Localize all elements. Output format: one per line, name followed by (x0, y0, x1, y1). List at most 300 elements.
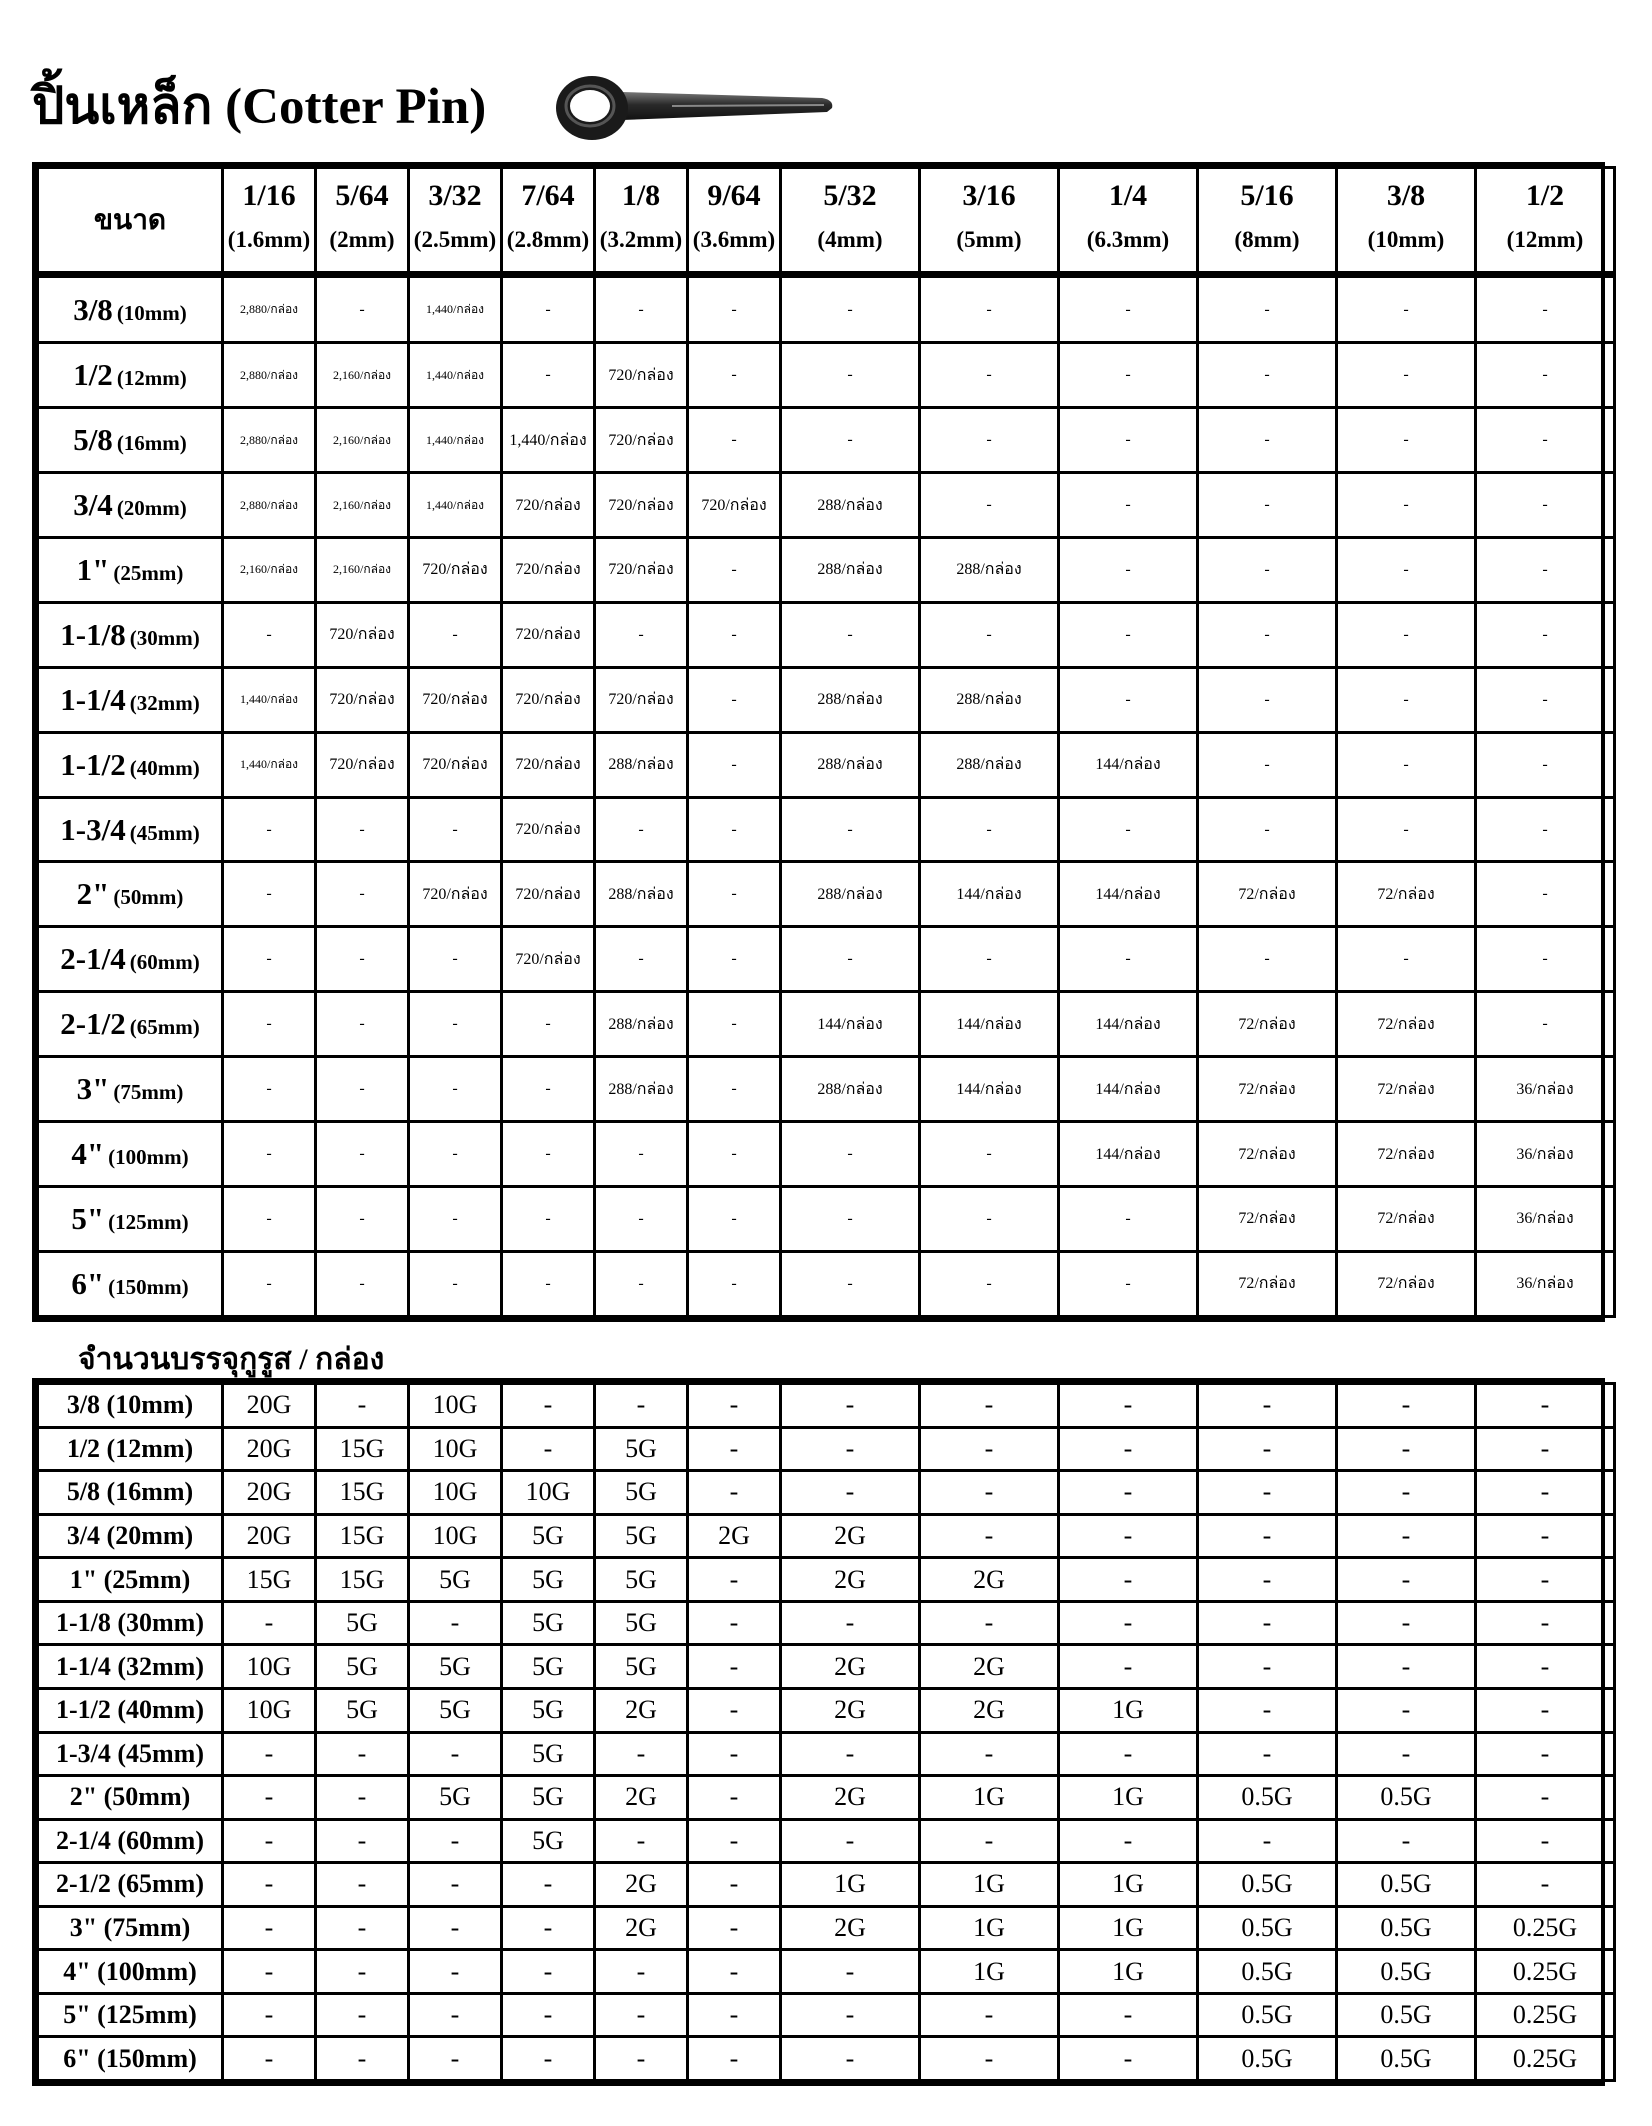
length-inch: 2-1/4 (60, 941, 126, 977)
table-cell: - (316, 2037, 409, 2081)
table-cell: - (781, 1601, 920, 1645)
table-cell: - (1476, 1645, 1615, 1689)
table-cell: 72/กล่อง (1337, 1057, 1476, 1122)
table-cell: - (781, 1122, 920, 1187)
table-cell: - (595, 797, 688, 862)
table-cell: - (502, 1251, 595, 1316)
table-cell: - (316, 1776, 409, 1820)
table-cell: 2,880/กล่อง (223, 343, 316, 408)
table-row (38, 1819, 1615, 1863)
table-cell: - (1059, 1558, 1198, 1602)
table-cell: 0.25G (1476, 2037, 1615, 2081)
table-cell: 72/กล่อง (1198, 1122, 1337, 1187)
diameter-mm: (6.3mm) (1086, 227, 1170, 252)
length-inch: 1" (76, 551, 110, 587)
length-label (38, 1187, 223, 1252)
table-cell: - (1059, 1384, 1198, 1428)
table-cell: 144/กล่อง (1059, 1057, 1198, 1122)
table-row (38, 1732, 1615, 1776)
table-cell: 2G (781, 1558, 920, 1602)
table-cell: - (688, 927, 781, 992)
length-mm: (16mm) (116, 431, 187, 456)
table-cell: 2,880/กล่อง (223, 473, 316, 538)
table-cell: 0.5G (1337, 1863, 1476, 1907)
table-cell: 288/กล่อง (781, 667, 920, 732)
table-row (38, 1251, 1615, 1316)
table-cell: 72/กล่อง (1198, 1057, 1337, 1122)
table-cell: - (409, 797, 502, 862)
table-cell: - (688, 797, 781, 862)
table-cell: - (1476, 732, 1615, 797)
length-inch: 4" (71, 1136, 105, 1172)
table-cell: 15G (316, 1427, 409, 1471)
length-label: 4" (100mm) (38, 1950, 223, 1994)
table-cell: - (409, 1122, 502, 1187)
table-cell: - (1059, 1645, 1198, 1689)
table-cell: - (1198, 537, 1337, 602)
table-cell: - (316, 1187, 409, 1252)
table-cell: - (688, 1819, 781, 1863)
table-cell: 5G (595, 1471, 688, 1515)
column-header (1198, 168, 1337, 275)
table-cell: - (1059, 1187, 1198, 1252)
table-cell: - (920, 602, 1059, 667)
length-label: 2-1/4 (60mm) (38, 1819, 223, 1863)
table-cell: 0.5G (1337, 1776, 1476, 1820)
table-cell: - (223, 992, 316, 1057)
table-cell: - (409, 1906, 502, 1950)
table-cell: - (1198, 473, 1337, 538)
table-cell: 2G (595, 1776, 688, 1820)
table-cell: - (1337, 1819, 1476, 1863)
column-header (409, 168, 502, 275)
table-cell: 5G (595, 1645, 688, 1689)
length-mm: (50mm) (113, 885, 184, 910)
table-row (38, 1558, 1615, 1602)
table-cell: - (502, 1187, 595, 1252)
table-row (38, 1776, 1615, 1820)
length-label (38, 408, 223, 473)
diameter-fraction: 3/32 (428, 179, 482, 212)
table-cell: - (781, 1187, 920, 1252)
table-cell: 720/กล่อง (502, 667, 595, 732)
table-cell: - (223, 927, 316, 992)
table-cell: 10G (223, 1688, 316, 1732)
table-cell: - (688, 1950, 781, 1994)
table-row (38, 1645, 1615, 1689)
table-cell: - (316, 992, 409, 1057)
table-cell: 1G (1059, 1688, 1198, 1732)
table-cell: 144/กล่อง (1059, 992, 1198, 1057)
table-row (38, 732, 1615, 797)
table-cell: 2G (595, 1906, 688, 1950)
table-cell: 2G (781, 1688, 920, 1732)
table-row (38, 1863, 1615, 1907)
table-cell: 1G (1059, 1776, 1198, 1820)
table-cell: 0.5G (1337, 1950, 1476, 1994)
table-cell: 5G (502, 1514, 595, 1558)
length-mm: (75mm) (113, 1080, 184, 1105)
table-cell: 1,440/กล่อง (409, 343, 502, 408)
table-cell: - (595, 602, 688, 667)
table-cell: 0.5G (1198, 1906, 1337, 1950)
table-cell: - (223, 1863, 316, 1907)
table-cell: 1G (920, 1906, 1059, 1950)
table-cell: - (688, 2037, 781, 2081)
table-cell: - (1337, 1384, 1476, 1428)
table-cell: 0.5G (1337, 2037, 1476, 2081)
table-cell: - (1198, 1819, 1337, 1863)
table-cell: - (409, 1863, 502, 1907)
length-inch: 1/2 (73, 357, 113, 393)
length-label: 2-1/2 (65mm) (38, 1863, 223, 1907)
table-row (38, 1057, 1615, 1122)
length-mm: (40mm) (129, 755, 200, 780)
table-cell: - (688, 1863, 781, 1907)
column-header (1476, 168, 1615, 275)
table-cell: - (1059, 1427, 1198, 1471)
table-cell: - (920, 408, 1059, 473)
table-cell: - (502, 343, 595, 408)
table-cell: - (688, 1187, 781, 1252)
table-cell: 20G (223, 1384, 316, 1428)
table-cell: - (1476, 1688, 1615, 1732)
table-cell: 288/กล่อง (595, 732, 688, 797)
table-cell: 720/กล่อง (409, 862, 502, 927)
table-cell: - (1337, 927, 1476, 992)
table-cell: - (1059, 797, 1198, 862)
table-cell: 2G (595, 1688, 688, 1732)
table-cell: - (595, 1732, 688, 1776)
table-cell: 2,160/กล่อง (316, 537, 409, 602)
table-cell: 2G (595, 1863, 688, 1907)
table-row (38, 1993, 1615, 2037)
table-cell: - (1476, 1384, 1615, 1428)
diameter-fraction: 7/64 (521, 179, 575, 212)
diameter-mm: (10mm) (1367, 227, 1445, 252)
table-cell: 15G (316, 1471, 409, 1515)
table-cell: - (781, 1819, 920, 1863)
table-cell: - (1476, 992, 1615, 1057)
length-label (38, 667, 223, 732)
table-cell: 5G (409, 1776, 502, 1820)
column-header (502, 168, 595, 275)
table-cell: - (1476, 1558, 1615, 1602)
table-cell: 288/กล่อง (595, 862, 688, 927)
table-cell: - (1337, 473, 1476, 538)
table-cell: 72/กล่อง (1337, 1122, 1476, 1187)
table-cell: - (502, 275, 595, 343)
table-cell: 0.25G (1476, 1906, 1615, 1950)
column-header (1059, 168, 1198, 275)
table-cell: 20G (223, 1427, 316, 1471)
length-label (38, 473, 223, 538)
table-cell: 2,160/กล่อง (223, 537, 316, 602)
table-row (38, 408, 1615, 473)
table-cell: - (316, 275, 409, 343)
table-cell: 720/กล่อง (409, 537, 502, 602)
table-cell: 5G (316, 1688, 409, 1732)
diameter-fraction: 1/4 (1108, 179, 1148, 212)
table-cell: - (223, 1776, 316, 1820)
table-cell: - (1198, 1471, 1337, 1515)
table-cell: - (1059, 927, 1198, 992)
table-cell: 288/กล่อง (920, 667, 1059, 732)
diameter-fraction: 3/16 (962, 179, 1016, 212)
table-cell: - (316, 1057, 409, 1122)
table-cell: 36/กล่อง (1476, 1251, 1615, 1316)
table-cell: - (223, 1993, 316, 2037)
table-cell: 144/กล่อง (920, 992, 1059, 1057)
table-cell: 72/กล่อง (1337, 1251, 1476, 1316)
table-cell: - (502, 2037, 595, 2081)
length-mm: (65mm) (129, 1015, 200, 1040)
weight-per-box-table (32, 1378, 1605, 2086)
table-cell: - (223, 2037, 316, 2081)
table-cell: 20G (223, 1514, 316, 1558)
length-label (38, 1122, 223, 1187)
table-cell: - (409, 602, 502, 667)
table-cell: - (502, 1384, 595, 1428)
table-cell: 15G (223, 1558, 316, 1602)
table-row (38, 1688, 1615, 1732)
table-cell: - (1198, 1688, 1337, 1732)
table-cell: - (1198, 797, 1337, 862)
table-cell: - (316, 1384, 409, 1428)
table-cell: - (1059, 473, 1198, 538)
table-cell: - (1476, 667, 1615, 732)
table-cell: - (1337, 1732, 1476, 1776)
length-inch: 2-1/2 (60, 1006, 126, 1042)
table-cell: 720/กล่อง (409, 667, 502, 732)
table-cell: - (1337, 1427, 1476, 1471)
table-cell: - (1059, 1993, 1198, 2037)
table-cell: - (316, 1906, 409, 1950)
table-row (38, 537, 1615, 602)
length-label: 1-1/2 (40mm) (38, 1688, 223, 1732)
table-cell: - (1337, 1645, 1476, 1689)
table-cell: 0.5G (1337, 1906, 1476, 1950)
table-cell: - (409, 1993, 502, 2037)
table-cell: - (502, 1122, 595, 1187)
table-cell: - (920, 275, 1059, 343)
diameter-mm: (2.8mm) (506, 227, 590, 252)
table-cell: - (223, 1601, 316, 1645)
length-inch: 5" (71, 1200, 105, 1236)
table-cell: 5G (502, 1776, 595, 1820)
table-cell: - (781, 1732, 920, 1776)
table-cell: 72/กล่อง (1198, 992, 1337, 1057)
table-cell: - (920, 1732, 1059, 1776)
table-cell: - (1337, 797, 1476, 862)
table-cell: 0.25G (1476, 1993, 1615, 2037)
table-cell: - (409, 2037, 502, 2081)
table-cell: 72/กล่อง (1337, 862, 1476, 927)
table-cell: - (502, 1863, 595, 1907)
table-cell: - (502, 992, 595, 1057)
table-cell: 144/กล่อง (920, 862, 1059, 927)
table-cell: 72/กล่อง (1198, 862, 1337, 927)
table-cell: - (502, 1906, 595, 1950)
length-mm: (100mm) (108, 1145, 189, 1170)
table-cell: - (688, 1601, 781, 1645)
length-inch: 1-1/8 (60, 616, 126, 652)
length-inch: 6" (71, 1265, 105, 1301)
table-cell: - (1476, 1601, 1615, 1645)
length-mm: (150mm) (108, 1274, 189, 1299)
table-cell: 1,440/กล่อง (223, 732, 316, 797)
table-cell: - (920, 1819, 1059, 1863)
diameter-mm: (12mm) (1506, 227, 1584, 252)
table-cell: 5G (502, 1558, 595, 1602)
table-cell: - (1059, 275, 1198, 343)
length-mm: (25mm) (113, 560, 184, 585)
table-cell: - (409, 1950, 502, 1994)
length-label: 1-1/4 (32mm) (38, 1645, 223, 1689)
table-row (38, 1471, 1615, 1515)
length-label: 3/4 (20mm) (38, 1514, 223, 1558)
table-cell: - (920, 1384, 1059, 1428)
diameter-fraction: 1/2 (1525, 179, 1565, 212)
diameter-fraction: 1/8 (621, 179, 661, 212)
table-cell: 5G (502, 1688, 595, 1732)
table-cell: - (1198, 602, 1337, 667)
table-cell: 1G (920, 1863, 1059, 1907)
table-cell: - (1059, 1514, 1198, 1558)
length-mm: (45mm) (129, 820, 200, 845)
table-row (38, 1601, 1615, 1645)
length-label (38, 992, 223, 1057)
table-cell: 0.5G (1198, 1993, 1337, 2037)
table-row (38, 1906, 1615, 1950)
diameter-fraction: 9/64 (707, 179, 761, 212)
table-cell: 5G (595, 1427, 688, 1471)
length-label (38, 602, 223, 667)
table-cell: - (316, 1122, 409, 1187)
table-cell: - (1337, 408, 1476, 473)
table-cell: - (595, 927, 688, 992)
table-row (38, 667, 1615, 732)
table-cell: - (920, 1122, 1059, 1187)
length-mm: (30mm) (129, 625, 200, 650)
table-cell: - (409, 927, 502, 992)
table-cell: - (920, 1514, 1059, 1558)
table-cell: 36/กล่อง (1476, 1057, 1615, 1122)
table-cell: - (223, 862, 316, 927)
table-cell: - (688, 732, 781, 797)
table-cell: 2,160/กล่อง (316, 473, 409, 538)
length-label: 1-3/4 (45mm) (38, 1732, 223, 1776)
table-cell: 15G (316, 1558, 409, 1602)
table-row (38, 1187, 1615, 1252)
table-cell: - (223, 1057, 316, 1122)
table-cell: 288/กล่อง (781, 1057, 920, 1122)
table-cell: 288/กล่อง (920, 537, 1059, 602)
table-cell: 2G (781, 1645, 920, 1689)
table-cell: - (502, 1993, 595, 2037)
table-cell: - (223, 1122, 316, 1187)
table-row (38, 992, 1615, 1057)
table-cell: 144/กล่อง (1059, 732, 1198, 797)
length-mm: (12mm) (116, 366, 187, 391)
table-cell: - (688, 275, 781, 343)
table-cell: 288/กล่อง (595, 1057, 688, 1122)
table-row (38, 1427, 1615, 1471)
table-cell: - (781, 1471, 920, 1515)
table-cell: 720/กล่อง (502, 537, 595, 602)
table-cell: - (1476, 1819, 1615, 1863)
table-cell: - (1059, 1819, 1198, 1863)
table-cell: 10G (502, 1471, 595, 1515)
table-cell: 1G (781, 1863, 920, 1907)
table-row (38, 797, 1615, 862)
table-cell: 720/กล่อง (316, 732, 409, 797)
length-label: 3" (75mm) (38, 1906, 223, 1950)
table-cell: 720/กล่อง (502, 473, 595, 538)
table-cell: - (1198, 1514, 1337, 1558)
table-cell: 1G (1059, 1863, 1198, 1907)
table-cell: - (223, 797, 316, 862)
table-cell: - (1198, 927, 1337, 992)
table-cell: - (1198, 275, 1337, 343)
table-cell: - (223, 1251, 316, 1316)
table-cell: - (223, 1950, 316, 1994)
table-cell: - (688, 1057, 781, 1122)
table-cell: 0.5G (1198, 1863, 1337, 1907)
table-cell: 5G (502, 1819, 595, 1863)
table-cell: 1,440/กล่อง (223, 667, 316, 732)
table-cell: 288/กล่อง (781, 732, 920, 797)
table-cell: - (409, 1057, 502, 1122)
length-label: 3/8 (10mm) (38, 1384, 223, 1428)
table-cell: 1G (1059, 1950, 1198, 1994)
diameter-fraction: 3/8 (1386, 179, 1426, 212)
table-cell: - (1476, 537, 1615, 602)
table-cell: 144/กล่อง (920, 1057, 1059, 1122)
table-cell: - (920, 1427, 1059, 1471)
table-row (38, 602, 1615, 667)
diameter-fraction: 5/32 (823, 179, 877, 212)
table-row (38, 1950, 1615, 1994)
table-cell: - (1476, 1514, 1615, 1558)
table-cell: - (688, 862, 781, 927)
table-cell: - (1059, 602, 1198, 667)
table-cell: 1G (1059, 1906, 1198, 1950)
length-label (38, 732, 223, 797)
table-cell: - (1198, 1645, 1337, 1689)
table-cell: - (316, 1863, 409, 1907)
table-cell: 720/กล่อง (688, 473, 781, 538)
diameter-mm: (2mm) (329, 227, 395, 252)
table-cell: - (781, 2037, 920, 2081)
table-cell: - (223, 1906, 316, 1950)
table-cell: - (920, 797, 1059, 862)
length-inch: 2" (76, 876, 110, 912)
table-cell: - (688, 1558, 781, 1602)
table-cell: - (1059, 1251, 1198, 1316)
table-cell: 288/กล่อง (781, 537, 920, 602)
header-row (38, 168, 1615, 275)
length-label: 1" (25mm) (38, 1558, 223, 1602)
length-inch: 5/8 (73, 422, 113, 458)
table-cell: - (316, 1993, 409, 2037)
table-row (38, 473, 1615, 538)
table-cell: - (781, 1427, 920, 1471)
table-cell: - (223, 1187, 316, 1252)
table-cell: 5G (502, 1601, 595, 1645)
table-cell: - (1059, 2037, 1198, 2081)
table-cell: - (1198, 667, 1337, 732)
